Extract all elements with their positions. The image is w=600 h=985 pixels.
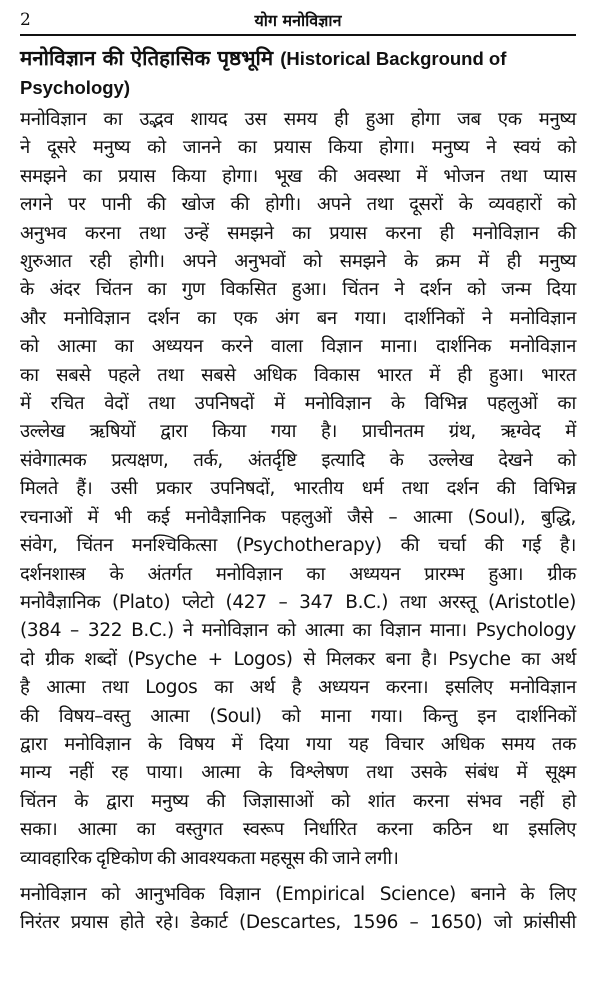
text-line: संवेगात्मक प्रत्यक्षण, तर्क, अंतर्दृष्टि इत्यादि के उल्लेख देखने को: [20, 449, 576, 471]
body-paragraph-2: [20, 881, 576, 938]
text-line: को आत्मा का अध्ययन करने वाला विज्ञान माना। दार्शनिक मनोविज्ञान: [20, 336, 576, 358]
text-line: ने दूसरे मनुष्य को जानने का प्रयास किया होगा। मनुष्य ने स्वयं को: [20, 137, 576, 159]
text-line: संवेग, चिंतन मनश्चिकित्सा (Psychotherapy) की चर्चा की गई है।: [20, 535, 576, 557]
section-heading-hindi: मनोविज्ञान की ऐतिहासिक पृष्ठभूमि: [20, 46, 274, 70]
text-line: सका। आत्मा का वस्तुगत स्वरूप निर्धारित करना कठिन था इसलिए: [20, 819, 576, 841]
text-line: मनोविज्ञान का उद्भव शायद उस समय ही हुआ होगा जब एक मनुष्य: [20, 109, 576, 130]
text-line: चिंतन के द्वारा मनुष्य की जिज्ञासाओं को शांत करना संभव नहीं हो: [20, 790, 576, 812]
text-line: की विषय–वस्तु आत्मा (Soul) को माना गया। किन्तु इन दार्शनिकों: [20, 705, 576, 727]
text-line: दर्शनशास्त्र के अंतर्गत मनोविज्ञान का अध्ययन प्रारम्भ हुआ। ग्रीक: [20, 563, 576, 585]
text-line: निरंतर प्रयास होते रहे। डेकार्ट (Descartes, 1596 – 1650) जो फ्रांसीसी: [20, 912, 576, 934]
section-heading: [20, 44, 576, 102]
text-line: मान्य नहीं रह पाया। आत्मा के विश्लेषण तथा उसके संबंध में सूक्ष्म: [20, 762, 576, 784]
text-line: के अंदर चिंतन का गुण विकसित हुआ। चिंतन ने दर्शन को जन्म दिया: [20, 279, 576, 301]
text-line: व्यावहारिक दृष्टिकोण की आवश्यकता महसूस की जाने लगी।: [20, 847, 399, 869]
text-line: मनोवैज्ञानिक (Plato) प्लेटो (427 – 347 B.C.) तथा अरस्तू (Aristotle): [20, 591, 576, 613]
text-line: दो ग्रीक शब्दों (Psyche + Logos) से मिलकर बना है। Psyche का अर्थ: [20, 648, 576, 670]
text-line: मिलते हैं। उसी प्रकार उपनिषदों, भारतीय धर्म तथा दर्शन की विभिन्न: [20, 478, 576, 500]
text-line: शुरुआत रही होगी। अपने अनुभवों को समझने के क्रम में ही मनुष्य: [20, 251, 576, 273]
running-header: [20, 8, 576, 36]
text-line: रचनाओं में भी कई मनोवैज्ञानिक पहलुओं जैसे – आत्मा (Soul), बुद्धि,: [20, 506, 576, 528]
running-title: योग मनोविज्ञान: [254, 11, 342, 30]
text-line: का सबसे पहले तथा सबसे अधिक विकास भारत में ही हुआ। भारत: [20, 364, 576, 386]
text-line: उल्लेख ऋषियों द्वारा किया गया है। प्राचीनतम ग्रंथ, ऋग्वेद में: [20, 421, 576, 443]
text-line: है आत्मा तथा Logos का अर्थ है अध्ययन करना। इसलिए मनोविज्ञान: [20, 677, 576, 699]
text-line: लगने पर पानी की खोज की होगी। अपने तथा दूसरों के व्यवहारों को: [20, 194, 576, 216]
text-line: समझने का प्रयास किया होगा। भूख की अवस्था में भोजन तथा प्यास: [20, 165, 576, 187]
section-heading-english: (Historical Background of: [280, 48, 507, 69]
text-line: में रचित वेदों तथा उपनिषदों में मनोविज्ञान के विभिन्न पहलुओं का: [20, 393, 576, 415]
text-line: (384 – 322 B.C.) ने मनोविज्ञान को आत्मा का विज्ञान माना। Psychology: [20, 620, 576, 642]
text-line: मनोविज्ञान को आनुभविक विज्ञान (Empirical Science) बनाने के लिए: [20, 883, 576, 905]
body-paragraph-1: [20, 106, 576, 873]
section-heading-english-cont: Psychology): [20, 77, 130, 98]
page-number: 2: [20, 10, 31, 30]
text-line: अनुभव करना तथा उन्हें समझने का प्रयास करना ही मनोविज्ञान की: [20, 222, 576, 244]
text-line: और मनोविज्ञान दर्शन का एक अंग बन गया। दार्शनिकों ने मनोविज्ञान: [20, 307, 576, 329]
text-line: द्वारा मनोविज्ञान के विषय में दिया गया यह विचार अधिक समय तक: [20, 733, 576, 755]
